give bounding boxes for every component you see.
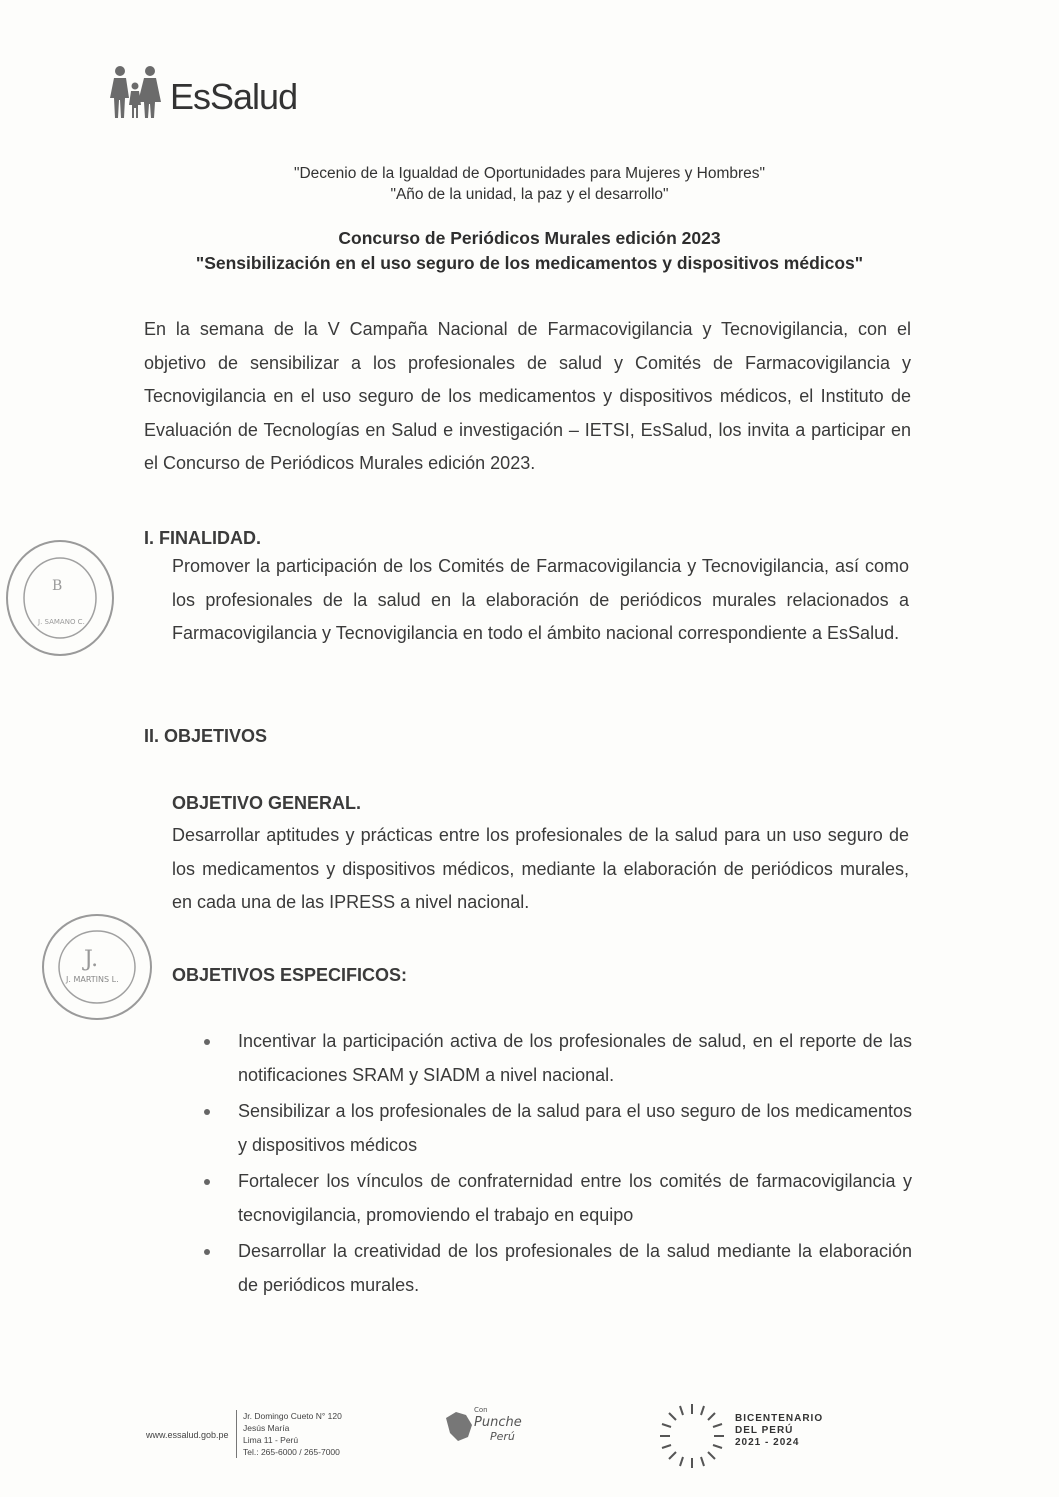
list-item: Sensibilizar a los profesionales de la salud para el uso seguro de los medicamentos y dispositivos médicos (200, 1094, 912, 1162)
footer-address: Jr. Domingo Cueto N° 120 Jesús María Lima 11 - Perú Tel.: 265-6000 / 265-7000 (236, 1410, 342, 1458)
objetivos-especificos-heading: OBJETIVOS ESPECIFICOS: (172, 965, 408, 985)
year-motto: "Año de la unidad, la paz y el desarrollo" (390, 186, 669, 203)
list-item: Desarrollar la creatividad de los profesionales de la salud mediante la elaboración de periódicos murales. (200, 1234, 912, 1302)
approval-stamp-1 (6, 540, 114, 656)
bicentenario-text: BICENTENARIO DEL PERÚ 2021 - 2024 (735, 1413, 824, 1448)
bullet-icon (204, 1179, 210, 1185)
section-objetivos-heading: II. OBJETIVOS (144, 726, 268, 746)
con-punche-peru-logo (442, 1400, 554, 1450)
peru-map-icon (442, 1400, 554, 1450)
stamp-seal-icon (8, 542, 112, 654)
objetivo-general-paragraph: Desarrollar aptitudes y prácticas entre los profesionales de la salud para un uso seguro de los medicamentos y dispositivos médicos, mediante la elaboración de periódicos murales, en cada una de las IPRESS a nivel nacional. (172, 825, 909, 912)
decade-motto: "Decenio de la Igualdad de Oportunidades para Mujeres y Hombres" (293, 165, 766, 182)
objetivo-general-heading: OBJETIVO GENERAL. (172, 793, 362, 813)
footer-website: www.essalud.gob.pe (146, 1430, 229, 1440)
svg-text:B: B (52, 578, 63, 594)
essalud-logo (108, 62, 308, 126)
family-logo-icon (108, 62, 168, 122)
specific-objectives-list (200, 1024, 912, 1304)
svg-text:Punche: Punche (474, 1415, 522, 1430)
svg-text:J. SAMANO C.: J. SAMANO C. (38, 618, 85, 626)
document-title: Concurso de Periódicos Murales edición 2023 (338, 228, 721, 248)
bullet-icon (204, 1039, 210, 1045)
svg-text:J.: J. (84, 947, 99, 972)
bullet-icon (204, 1249, 210, 1255)
section-finalidad-heading: I. FINALIDAD. (144, 528, 261, 548)
finalidad-paragraph: Promover la participación de los Comités de Farmacovigilancia y Tecnovigilancia, así como los profesionales de la salud en la elaboración de periódicos murales relacionados a Farmacovigilancia y Tecnovigilancia en todo el ámbito nacional correspondiente a EsSalud. (172, 556, 909, 643)
list-item: Fortalecer los vínculos de confraternidad entre los comités de farmacovigilancia y tecnovigilancia, promoviendo el trabajo en equipo (200, 1164, 912, 1232)
intro-paragraph: En la semana de la V Campaña Nacional de Farmacovigilancia y Tecnovigilancia, con el objetivo de sensibilizar a los profesionales de salud y Comités de Farmacovigilancia y Tecnovigilancia en el uso seguro de los medicamentos y dispositivos médicos, el Instituto de Evaluación de Tecnologías en Salud e investigación – IETSI, EsSalud, los invita a participar en el Concurso de Periódicos Murales edición 2023. (144, 319, 911, 473)
approval-stamp-2 (42, 914, 152, 1020)
svg-text:Con: Con (474, 1406, 488, 1414)
bullet-icon (204, 1109, 210, 1115)
logo-text: EsSalud (170, 76, 298, 117)
bicentenario-emblem (656, 1400, 728, 1472)
document-subtitle: "Sensibilización en el uso seguro de los medicamentos y dispositivos médicos" (195, 253, 864, 273)
stamp-seal-icon (44, 916, 150, 1018)
svg-text:Perú: Perú (490, 1430, 515, 1443)
list-item: Incentivar la participación activa de los profesionales de salud, en el reporte de las notificaciones SRAM y SIADM a nivel nacional. (200, 1024, 912, 1092)
sunburst-icon (656, 1400, 728, 1472)
svg-text:J. MARTINS L.: J. MARTINS L. (66, 975, 119, 984)
